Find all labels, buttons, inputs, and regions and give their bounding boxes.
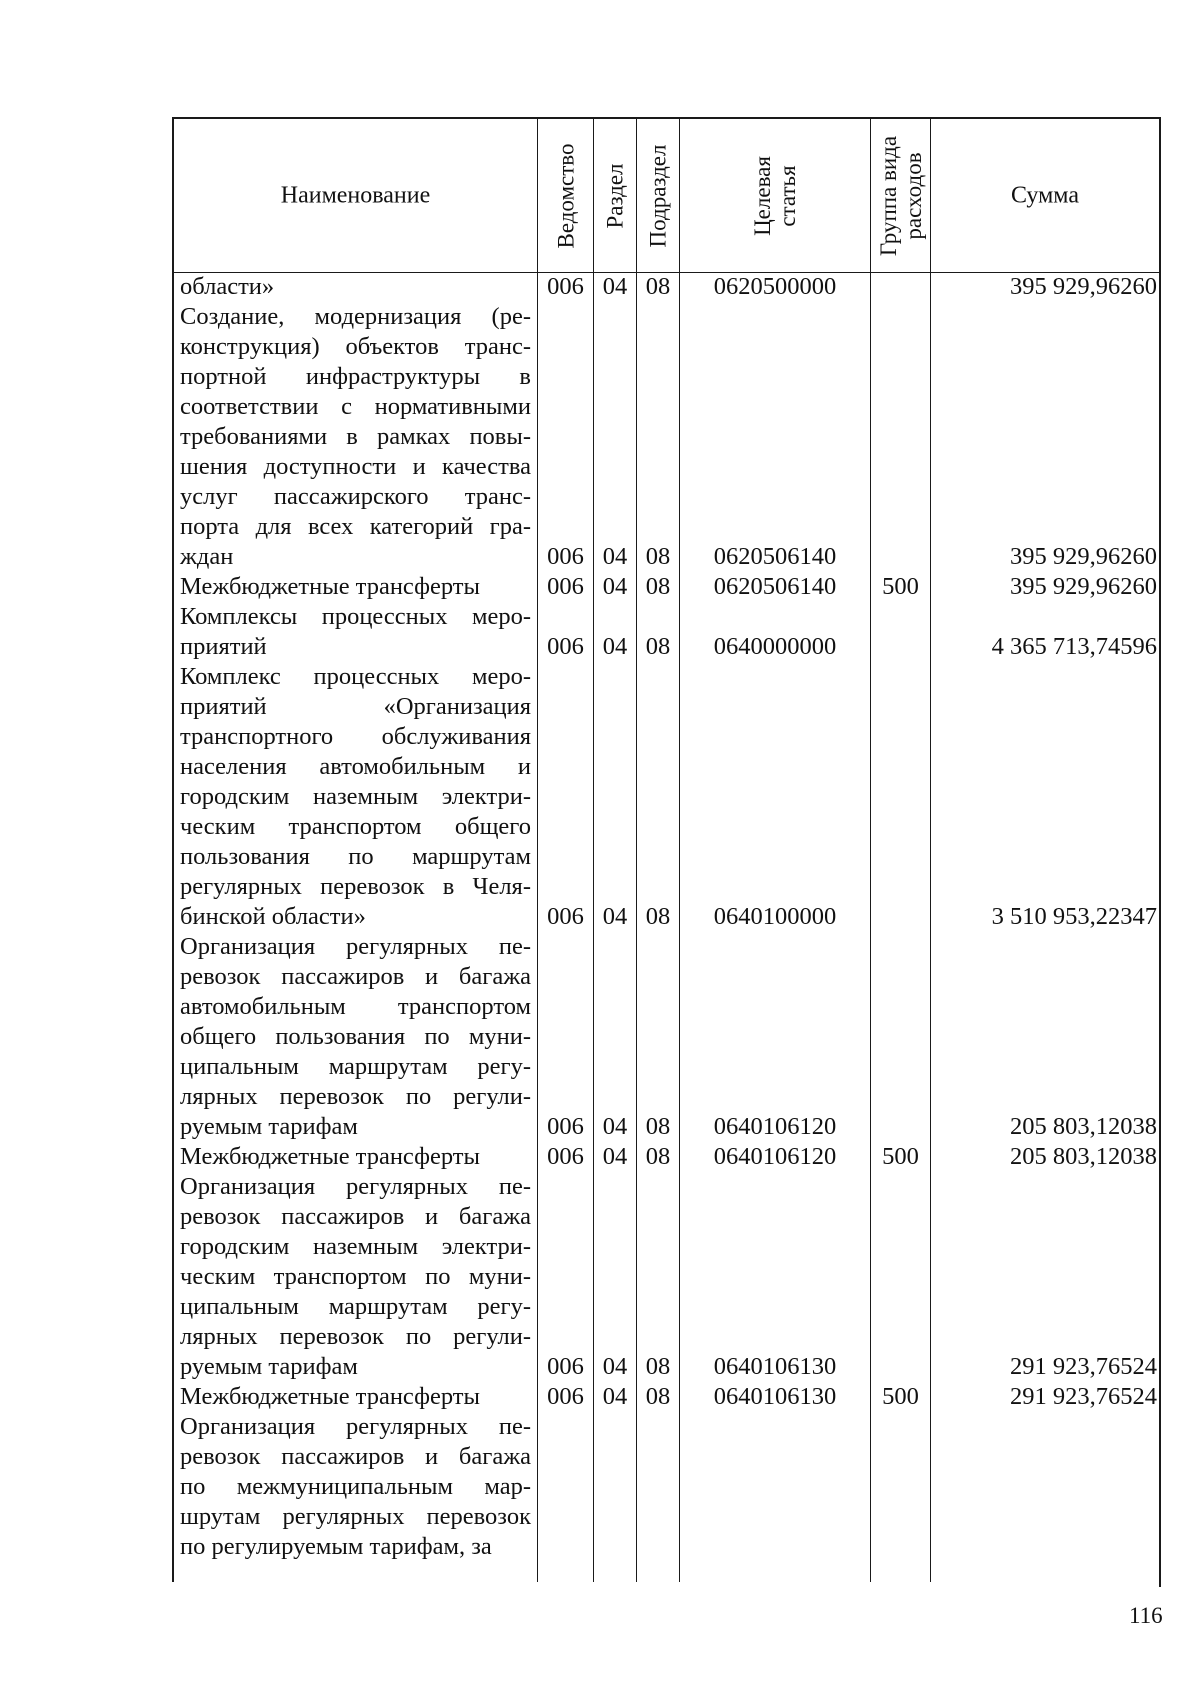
target-cell: 0640106120 xyxy=(713,1143,837,1170)
group-cell: 500 xyxy=(882,1143,919,1170)
name-line: руемым тарифам xyxy=(180,1113,358,1140)
header-sum: Сумма xyxy=(1011,182,1079,208)
header-group-cell xyxy=(871,119,931,272)
name-line: ревозок пассажиров и багажа xyxy=(180,1443,531,1470)
sum-cell: 395 929,96260 xyxy=(1010,573,1157,600)
header-group-line1: Группа вида xyxy=(875,135,901,256)
target-cell: 0620500000 xyxy=(713,273,837,300)
section-cell: 04 xyxy=(602,1383,628,1410)
name-line: шения доступности и качества xyxy=(180,453,531,480)
name-line: соответствии с нормативными xyxy=(180,393,531,420)
name-line: Комплекс процессных меро- xyxy=(180,663,531,690)
name-line: ческим транспортом по муни- xyxy=(180,1263,531,1290)
dept-cell: 006 xyxy=(547,573,584,600)
name-line: по межмуниципальным мар- xyxy=(180,1473,531,1500)
target-cell: 0640100000 xyxy=(713,903,837,930)
dept-cell: 006 xyxy=(547,543,584,570)
subsection-column xyxy=(637,272,680,1582)
subsection-cell: 08 xyxy=(645,903,671,930)
header-name-cell xyxy=(174,119,538,272)
header-target-cell xyxy=(680,119,871,272)
target-cell: 0640106120 xyxy=(713,1113,837,1140)
name-line: городским наземным электри- xyxy=(180,1233,531,1260)
header-target-line2: статья xyxy=(775,164,800,227)
sum-cell: 291 923,76524 xyxy=(1010,1383,1157,1410)
name-line: ждан xyxy=(180,543,234,570)
dept-cell: 006 xyxy=(547,1353,584,1380)
name-line: ципальным маршрутам регу- xyxy=(180,1053,531,1080)
target-cell: 0620506140 xyxy=(713,573,837,600)
header-subsection: Подраздел xyxy=(645,144,671,247)
subsection-cell: 08 xyxy=(645,273,671,300)
subsection-cell: 08 xyxy=(645,573,671,600)
sum-cell: 395 929,96260 xyxy=(1010,273,1157,300)
name-line: Создание, модернизация (ре- xyxy=(180,303,531,330)
name-line: ципальным маршрутам регу- xyxy=(180,1293,531,1320)
name-line: лярных перевозок по регули- xyxy=(180,1083,531,1110)
sum-cell: 4 365 713,74596 xyxy=(991,633,1157,660)
section-cell: 04 xyxy=(602,1353,628,1380)
subsection-cell: 08 xyxy=(645,1113,671,1140)
section-cell: 04 xyxy=(602,903,628,930)
table-body xyxy=(172,272,1161,1582)
dept-cell: 006 xyxy=(547,633,584,660)
subsection-cell: 08 xyxy=(645,1353,671,1380)
name-line: регулярных перевозок в Челя- xyxy=(180,873,531,900)
name-line: транспортного обслуживания xyxy=(180,723,531,750)
group-cell: 500 xyxy=(882,1383,919,1410)
sum-cell: 291 923,76524 xyxy=(1010,1353,1157,1380)
name-line: городским наземным электри- xyxy=(180,783,531,810)
dept-cell: 006 xyxy=(547,273,584,300)
dept-cell: 006 xyxy=(547,1383,584,1410)
header-group xyxy=(876,135,926,255)
page-number: 116 xyxy=(1129,1603,1163,1628)
dept-cell: 006 xyxy=(547,1113,584,1140)
name-line: приятий «Организация xyxy=(180,693,531,720)
subsection-cell: 08 xyxy=(645,1383,671,1410)
header-sum-cell xyxy=(931,119,1159,272)
sum-column xyxy=(931,272,1161,1587)
name-line: Межбюджетные трансферты xyxy=(180,1383,480,1410)
target-column xyxy=(680,272,871,1582)
section-cell: 04 xyxy=(602,1143,628,1170)
header-group-line2: расходов xyxy=(900,151,926,240)
header-section-cell xyxy=(594,119,637,272)
name-line: Межбюджетные трансферты xyxy=(180,573,480,600)
group-cell: 500 xyxy=(882,573,919,600)
name-line: автомобильным транспортом xyxy=(180,993,531,1020)
dept-cell: 006 xyxy=(547,903,584,930)
header-target xyxy=(750,156,800,236)
target-cell: 0640106130 xyxy=(713,1353,837,1380)
header-target-line1: Целевая xyxy=(750,155,775,236)
name-line: пользования по маршрутам xyxy=(180,843,531,870)
name-line: услуг пассажирского транс- xyxy=(180,483,531,510)
group-column xyxy=(871,272,931,1582)
section-cell: 04 xyxy=(602,633,628,660)
subsection-cell: 08 xyxy=(645,543,671,570)
name-line: населения автомобильным и xyxy=(180,753,531,780)
header-dept-cell xyxy=(538,119,594,272)
name-line: шрутам регулярных перевозок xyxy=(180,1503,531,1530)
subsection-cell: 08 xyxy=(645,633,671,660)
sum-cell: 3 510 953,22347 xyxy=(991,903,1157,930)
name-line: Организация регулярных пе- xyxy=(180,1413,531,1440)
name-column xyxy=(174,272,538,1582)
name-line: приятий xyxy=(180,633,267,660)
name-line: Комплексы процессных меро- xyxy=(180,603,531,630)
header-dept: Ведомство xyxy=(553,142,578,249)
dept-column xyxy=(538,272,594,1582)
name-line: Организация регулярных пе- xyxy=(180,1173,531,1200)
name-line: ревозок пассажиров и багажа xyxy=(180,963,531,990)
dept-cell: 006 xyxy=(547,1143,584,1170)
name-line: ческим транспортом общего xyxy=(180,813,531,840)
sum-cell: 205 803,12038 xyxy=(1010,1113,1157,1140)
target-cell: 0640000000 xyxy=(713,633,837,660)
section-cell: 04 xyxy=(602,273,628,300)
sum-cell: 205 803,12038 xyxy=(1010,1143,1157,1170)
sum-cell: 395 929,96260 xyxy=(1010,543,1157,570)
name-line: бинской области» xyxy=(180,903,366,930)
name-line: портной инфраструктуры в xyxy=(180,363,531,390)
section-column xyxy=(594,272,637,1582)
name-line: по регулируемым тарифам, за xyxy=(180,1533,492,1560)
name-line: Межбюджетные трансферты xyxy=(180,1143,480,1170)
name-line: руемым тарифам xyxy=(180,1353,358,1380)
section-cell: 04 xyxy=(602,1113,628,1140)
name-line: общего пользования по муни- xyxy=(180,1023,531,1050)
table-header xyxy=(172,117,1161,273)
name-line: ревозок пассажиров и багажа xyxy=(180,1203,531,1230)
subsection-cell: 08 xyxy=(645,1143,671,1170)
name-line: лярных перевозок по регули- xyxy=(180,1323,531,1350)
name-line: требованиями в рамках повы- xyxy=(180,423,531,450)
header-section: Раздел xyxy=(602,162,628,229)
header-name: Наименование xyxy=(280,182,431,208)
section-cell: 04 xyxy=(602,573,628,600)
name-line: Организация регулярных пе- xyxy=(180,933,531,960)
header-subsection-cell xyxy=(637,119,680,272)
target-cell: 0620506140 xyxy=(713,543,837,570)
name-line: порта для всех категорий гра- xyxy=(180,513,531,540)
section-cell: 04 xyxy=(602,543,628,570)
name-line: области» xyxy=(180,273,275,300)
target-cell: 0640106130 xyxy=(713,1383,837,1410)
name-line: конструкция) объектов транс- xyxy=(180,333,531,360)
